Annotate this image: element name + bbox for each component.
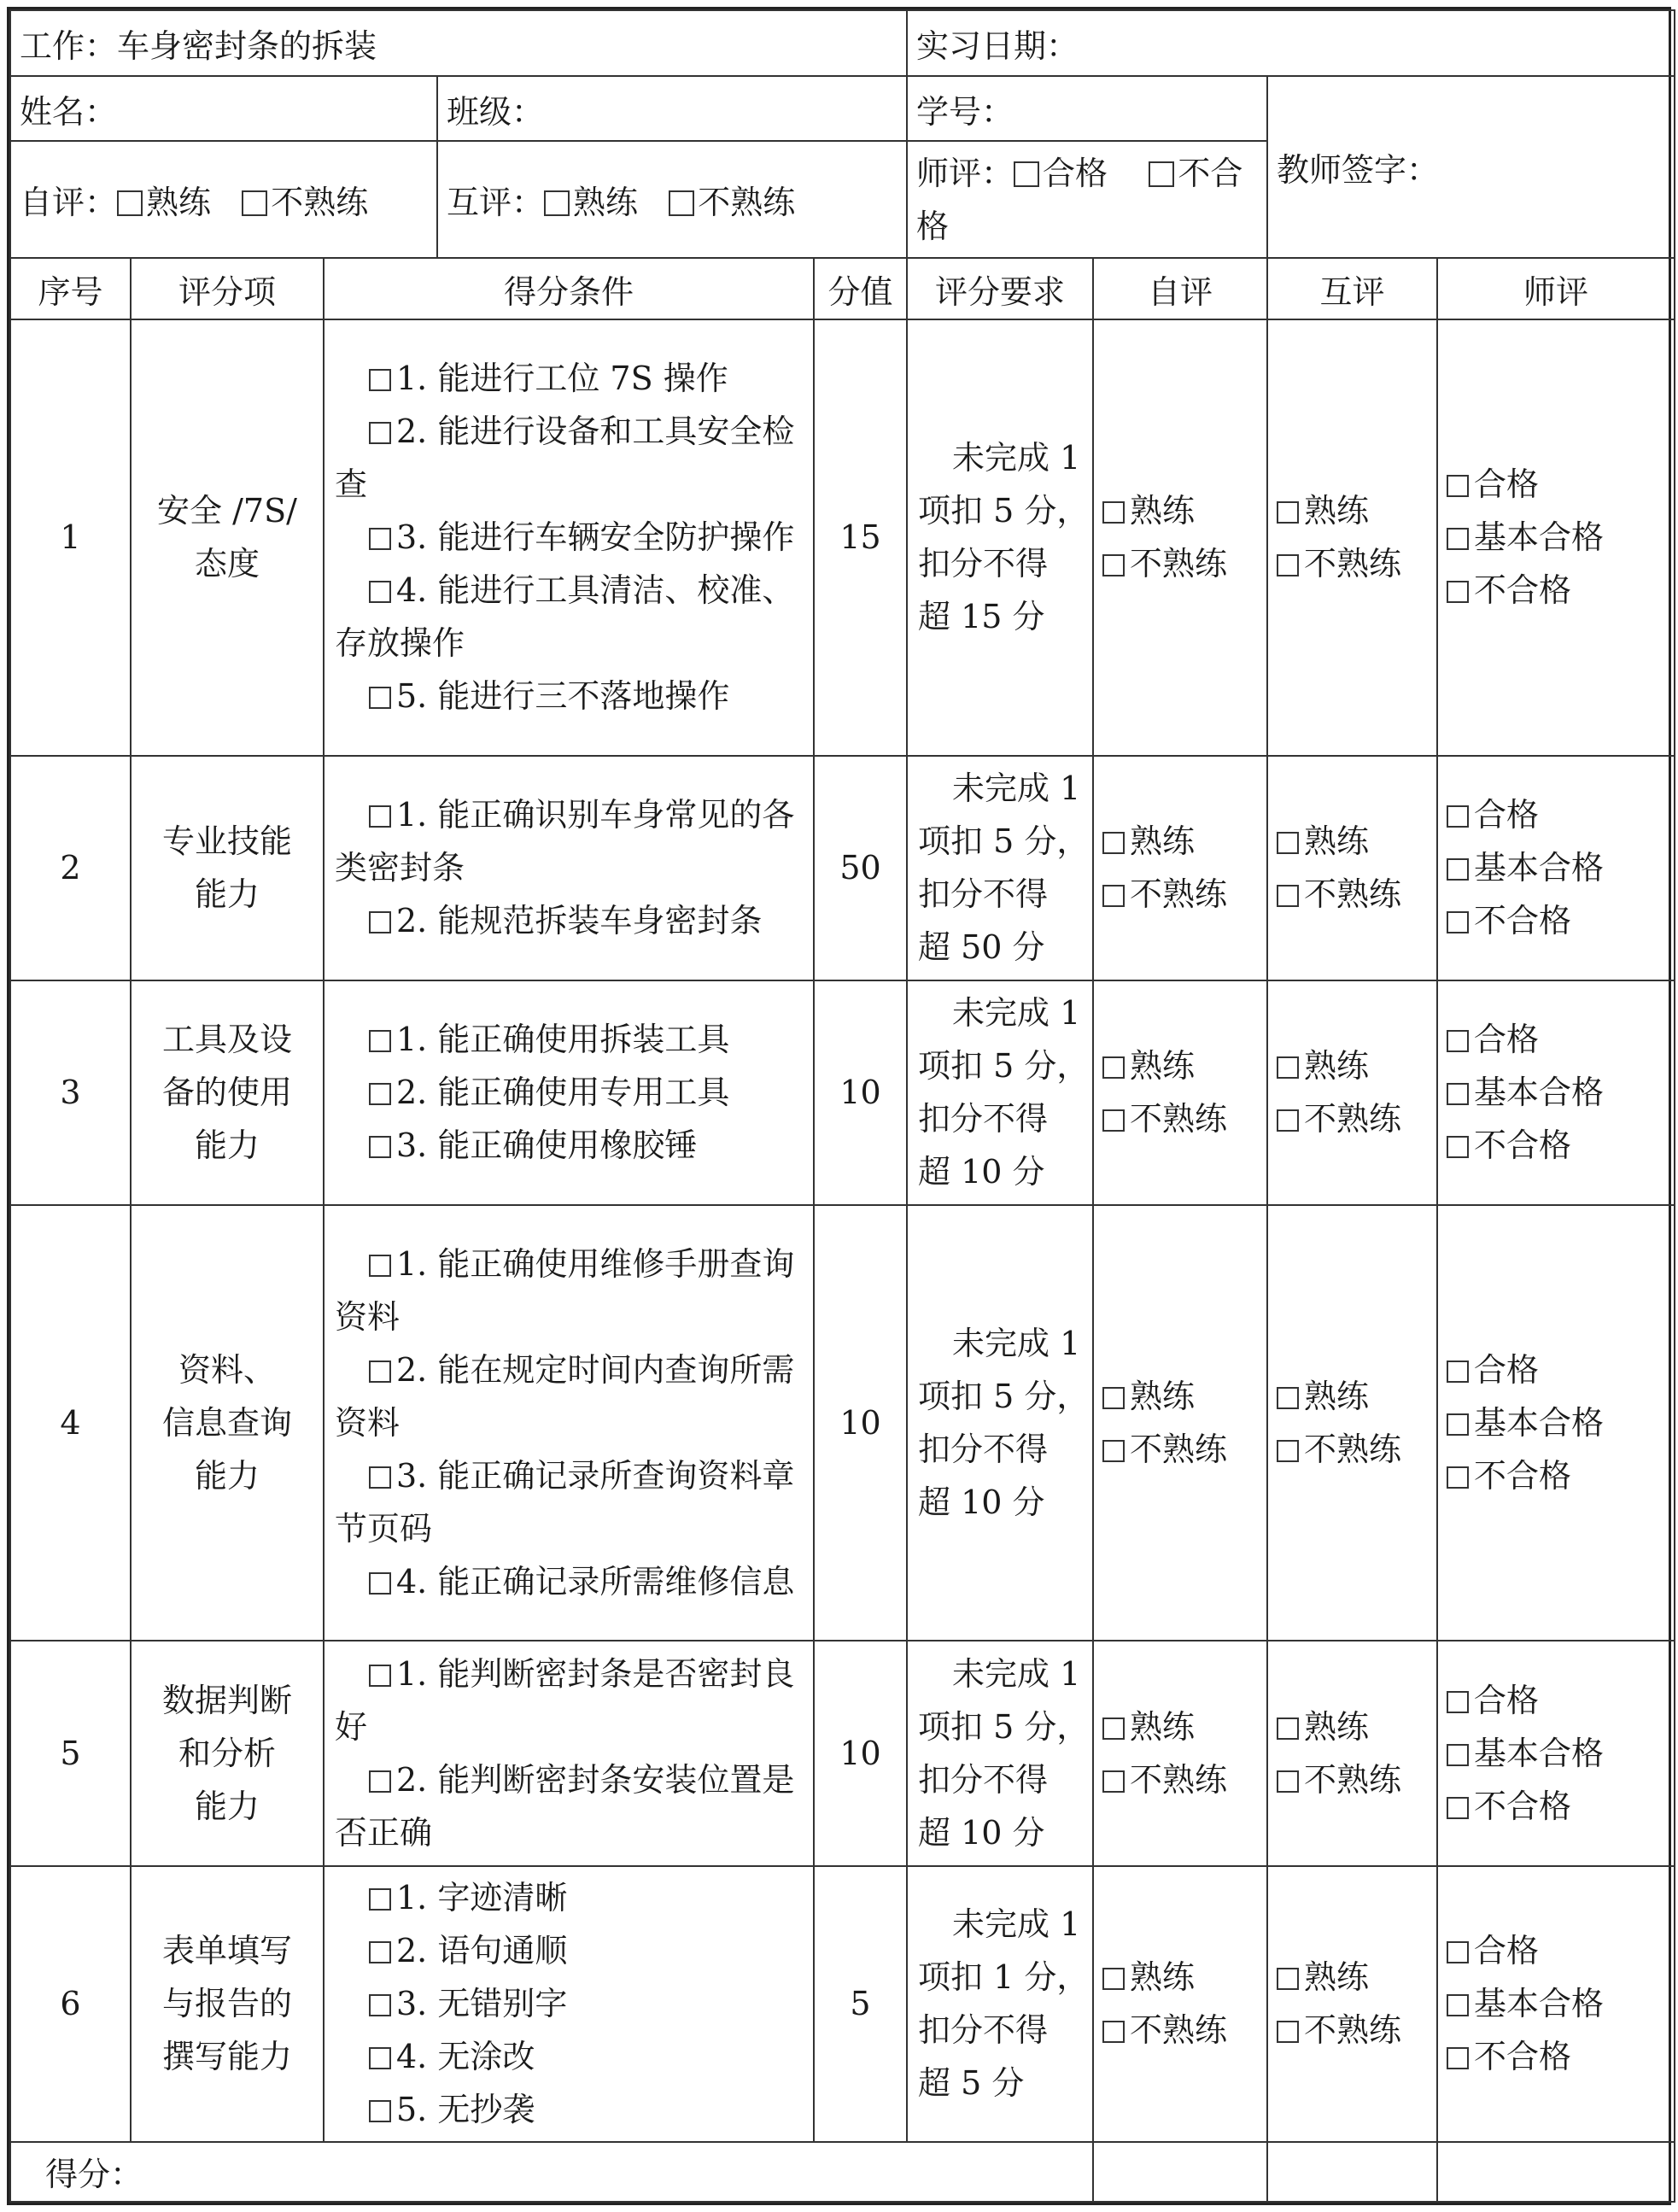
checkbox[interactable] — [1149, 161, 1174, 187]
checkbox[interactable] — [369, 1994, 391, 2016]
row-self-eval: 熟练 不熟练 — [1093, 319, 1267, 755]
row-item: 数据判断 和分析 能力 — [131, 1641, 324, 1865]
checkbox[interactable] — [369, 1888, 391, 1911]
total-peer-cell[interactable] — [1437, 2142, 1675, 2202]
total-row — [10, 2142, 1675, 2202]
checkbox[interactable] — [369, 1941, 391, 1963]
checkbox[interactable] — [1447, 1994, 1469, 2016]
table-row — [10, 1205, 1675, 1641]
row-teacher-eval: 合格 基本合格 不合格 — [1437, 1205, 1675, 1641]
col-self: 自评 — [1093, 258, 1267, 319]
table-row — [10, 1641, 1675, 1865]
checkbox[interactable] — [1102, 1770, 1125, 1793]
checkbox[interactable] — [1277, 832, 1299, 854]
name-field[interactable]: 姓名： — [10, 76, 437, 141]
table-row — [10, 319, 1675, 755]
checkbox[interactable] — [1277, 1056, 1299, 1079]
row-conditions: 1. 能进行工位 7S 操作 2. 能进行设备和工具安全检查 3. 能进行车辆安全防护操作 4. 能进行工具清洁、校准、存放操作 5. 能进行三不落地操作 — [324, 319, 814, 755]
row-conditions: 1. 能正确使用维修手册查询资料 2. 能在规定时间内查询所需资料 3. 能正确记录所查询资料章节页码 4. 能正确记录所需维修信息 — [324, 1205, 814, 1641]
checkbox[interactable] — [1102, 832, 1125, 854]
row-conditions: 1. 能正确识别车身常见的各类密封条 2. 能规范拆装车身密封条 — [324, 756, 814, 980]
checkbox[interactable] — [1447, 1691, 1469, 1713]
row-score: 10 — [814, 980, 907, 1205]
checkbox[interactable] — [669, 190, 694, 216]
checkbox[interactable] — [1447, 1466, 1469, 1489]
row-peer-eval: 熟练 不熟练 — [1267, 1641, 1437, 1865]
self-eval-summary: 自评： 熟练 不熟练 — [10, 141, 437, 258]
checkbox[interactable] — [369, 1030, 391, 1052]
student-id-field[interactable]: 学号： — [907, 76, 1267, 141]
checkbox[interactable] — [1277, 1718, 1299, 1740]
checkbox[interactable] — [369, 2047, 391, 2069]
col-teacher: 师评 — [1437, 258, 1675, 319]
row-teacher-eval: 合格 基本合格 不合格 — [1437, 319, 1675, 755]
row-teacher-eval: 合格 基本合格 不合格 — [1437, 980, 1675, 1205]
row-score: 15 — [814, 319, 907, 755]
row-score: 5 — [814, 1866, 907, 2142]
row-teacher-eval: 合格 基本合格 不合格 — [1437, 1641, 1675, 1865]
checkbox[interactable] — [1014, 161, 1039, 187]
checkbox[interactable] — [1102, 1968, 1125, 1990]
row-self-eval: 熟练 不熟练 — [1093, 756, 1267, 980]
row-self-eval: 熟练 不熟练 — [1093, 1866, 1267, 2142]
work-value: 车身密封条的拆装 — [117, 27, 377, 66]
row-teacher-eval: 合格 基本合格 不合格 — [1437, 756, 1675, 980]
row-self-eval: 熟练 不熟练 — [1093, 980, 1267, 1205]
checkbox[interactable] — [369, 1361, 391, 1383]
row-no: 4 — [10, 1205, 131, 1641]
peer-eval-summary: 互评： 熟练 不熟练 — [437, 141, 907, 258]
checkbox[interactable] — [242, 190, 267, 216]
checkbox[interactable] — [1277, 1968, 1299, 1990]
row-peer-eval: 熟练 不熟练 — [1267, 1205, 1437, 1641]
checkbox[interactable] — [1447, 1030, 1469, 1052]
checkbox[interactable] — [369, 422, 391, 444]
checkbox[interactable] — [1102, 1109, 1125, 1132]
checkbox[interactable] — [369, 1770, 391, 1793]
checkbox[interactable] — [1447, 2047, 1469, 2069]
total-requirement-cell — [1093, 2142, 1267, 2202]
checkbox[interactable] — [369, 911, 391, 933]
total-self-cell[interactable] — [1267, 2142, 1437, 2202]
row-conditions: 1. 能正确使用拆装工具 2. 能正确使用专用工具 3. 能正确使用橡胶锤 — [324, 980, 814, 1205]
checkbox[interactable] — [369, 369, 391, 391]
row-requirement: 未完成 1 项扣 5 分， 扣分不得 超 10 分 — [907, 1641, 1093, 1865]
checkbox[interactable] — [1102, 1440, 1125, 1462]
checkbox[interactable] — [1102, 554, 1125, 576]
evaluation-sheet — [7, 7, 1671, 2205]
checkbox[interactable] — [1277, 885, 1299, 907]
table-row — [10, 980, 1675, 1205]
checkbox[interactable] — [1447, 1136, 1469, 1158]
checkbox[interactable] — [1447, 1083, 1469, 1105]
row-peer-eval: 熟练 不熟练 — [1267, 319, 1437, 755]
row-self-eval: 熟练 不熟练 — [1093, 1641, 1267, 1865]
checkbox[interactable] — [369, 687, 391, 709]
checkbox[interactable] — [1277, 554, 1299, 576]
evaluation-table — [9, 9, 1675, 2203]
row-requirement: 未完成 1 项扣 5 分， 扣分不得 超 10 分 — [907, 980, 1093, 1205]
row-requirement: 未完成 1 项扣 5 分， 扣分不得 超 15 分 — [907, 319, 1093, 755]
checkbox[interactable] — [1277, 1440, 1299, 1462]
teacher-eval-summary: 师评： 合格 不合格 — [907, 141, 1267, 258]
checkbox[interactable] — [1447, 1941, 1469, 1963]
checkbox[interactable] — [369, 1136, 391, 1158]
checkbox[interactable] — [117, 190, 143, 216]
row-item: 表单填写 与报告的 撰写能力 — [131, 1866, 324, 2142]
row-requirement: 未完成 1 项扣 5 分， 扣分不得 超 10 分 — [907, 1205, 1093, 1641]
date-field[interactable]: 实习日期： — [907, 10, 1675, 76]
row-no: 3 — [10, 980, 131, 1205]
row-conditions: 1. 字迹清晰 2. 语句通顺 3. 无错别字 4. 无涂改 5. 无抄袭 — [324, 1866, 814, 2142]
checkbox[interactable] — [1447, 475, 1469, 497]
row-conditions: 1. 能判断密封条是否密封良好 2. 能判断密封条安装位置是否正确 — [324, 1641, 814, 1865]
row-requirement: 未完成 1 项扣 1 分， 扣分不得 超 5 分 — [907, 1866, 1093, 2142]
checkbox[interactable] — [369, 528, 391, 550]
checkbox[interactable] — [1102, 2021, 1125, 2043]
checkbox[interactable] — [1277, 2021, 1299, 2043]
table-row — [10, 1866, 1675, 2142]
row-peer-eval: 熟练 不熟练 — [1267, 980, 1437, 1205]
row-requirement: 未完成 1 项扣 5 分， 扣分不得 超 50 分 — [907, 756, 1093, 980]
checkbox[interactable] — [1447, 581, 1469, 603]
column-header-row — [10, 258, 1675, 319]
checkbox[interactable] — [1447, 911, 1469, 933]
checkbox[interactable] — [1447, 1744, 1469, 1766]
checkbox[interactable] — [544, 190, 570, 216]
class-field[interactable]: 班级： — [437, 76, 907, 141]
checkbox[interactable] — [1102, 1056, 1125, 1079]
row-teacher-eval: 合格 基本合格 不合格 — [1437, 1866, 1675, 2142]
checkbox[interactable] — [369, 1665, 391, 1687]
checkbox[interactable] — [1102, 1387, 1125, 1409]
checkbox[interactable] — [369, 1083, 391, 1105]
checkbox[interactable] — [1102, 1718, 1125, 1740]
col-score: 分值 — [814, 258, 907, 319]
work-field: 工作：车身密封条的拆装 — [10, 10, 907, 76]
checkbox[interactable] — [1277, 1387, 1299, 1409]
col-conditions: 得分条件 — [324, 258, 814, 319]
checkbox[interactable] — [1447, 1413, 1469, 1436]
checkbox[interactable] — [1447, 858, 1469, 881]
row-item: 安全 /7S/ 态度 — [131, 319, 324, 755]
row-peer-eval: 熟练 不熟练 — [1267, 1866, 1437, 2142]
row-peer-eval: 熟练 不熟练 — [1267, 756, 1437, 980]
table-row — [10, 756, 1675, 980]
col-item: 评分项 — [131, 258, 324, 319]
row-no: 5 — [10, 1641, 131, 1865]
row-self-eval: 熟练 不熟练 — [1093, 1205, 1267, 1641]
checkbox[interactable] — [369, 1255, 391, 1277]
checkbox[interactable] — [1277, 1770, 1299, 1793]
checkbox[interactable] — [369, 1572, 391, 1595]
row-no: 2 — [10, 756, 131, 980]
col-no: 序号 — [10, 258, 131, 319]
checkbox[interactable] — [1447, 1361, 1469, 1383]
row-item: 工具及设 备的使用 能力 — [131, 980, 324, 1205]
checkbox[interactable] — [369, 581, 391, 603]
row-score: 10 — [814, 1205, 907, 1641]
checkbox[interactable] — [1102, 501, 1125, 524]
teacher-signature-field[interactable]: 教师签字： — [1267, 76, 1675, 258]
row-score: 50 — [814, 756, 907, 980]
row-no: 6 — [10, 1866, 131, 2142]
checkbox[interactable] — [1102, 885, 1125, 907]
checkbox[interactable] — [1447, 528, 1469, 550]
row-score: 10 — [814, 1641, 907, 1865]
row-item: 专业技能 能力 — [131, 756, 324, 980]
checkbox[interactable] — [1447, 1797, 1469, 1819]
checkbox[interactable] — [1277, 501, 1299, 524]
col-requirement: 评分要求 — [907, 258, 1093, 319]
checkbox[interactable] — [1447, 805, 1469, 828]
row-item: 资料、 信息查询 能力 — [131, 1205, 324, 1641]
checkbox[interactable] — [369, 2100, 391, 2122]
checkbox[interactable] — [1277, 1109, 1299, 1132]
total-label: 得分： — [10, 2142, 1093, 2202]
col-peer: 互评 — [1267, 258, 1437, 319]
row-no: 1 — [10, 319, 131, 755]
checkbox[interactable] — [369, 1466, 391, 1489]
checkbox[interactable] — [369, 805, 391, 828]
